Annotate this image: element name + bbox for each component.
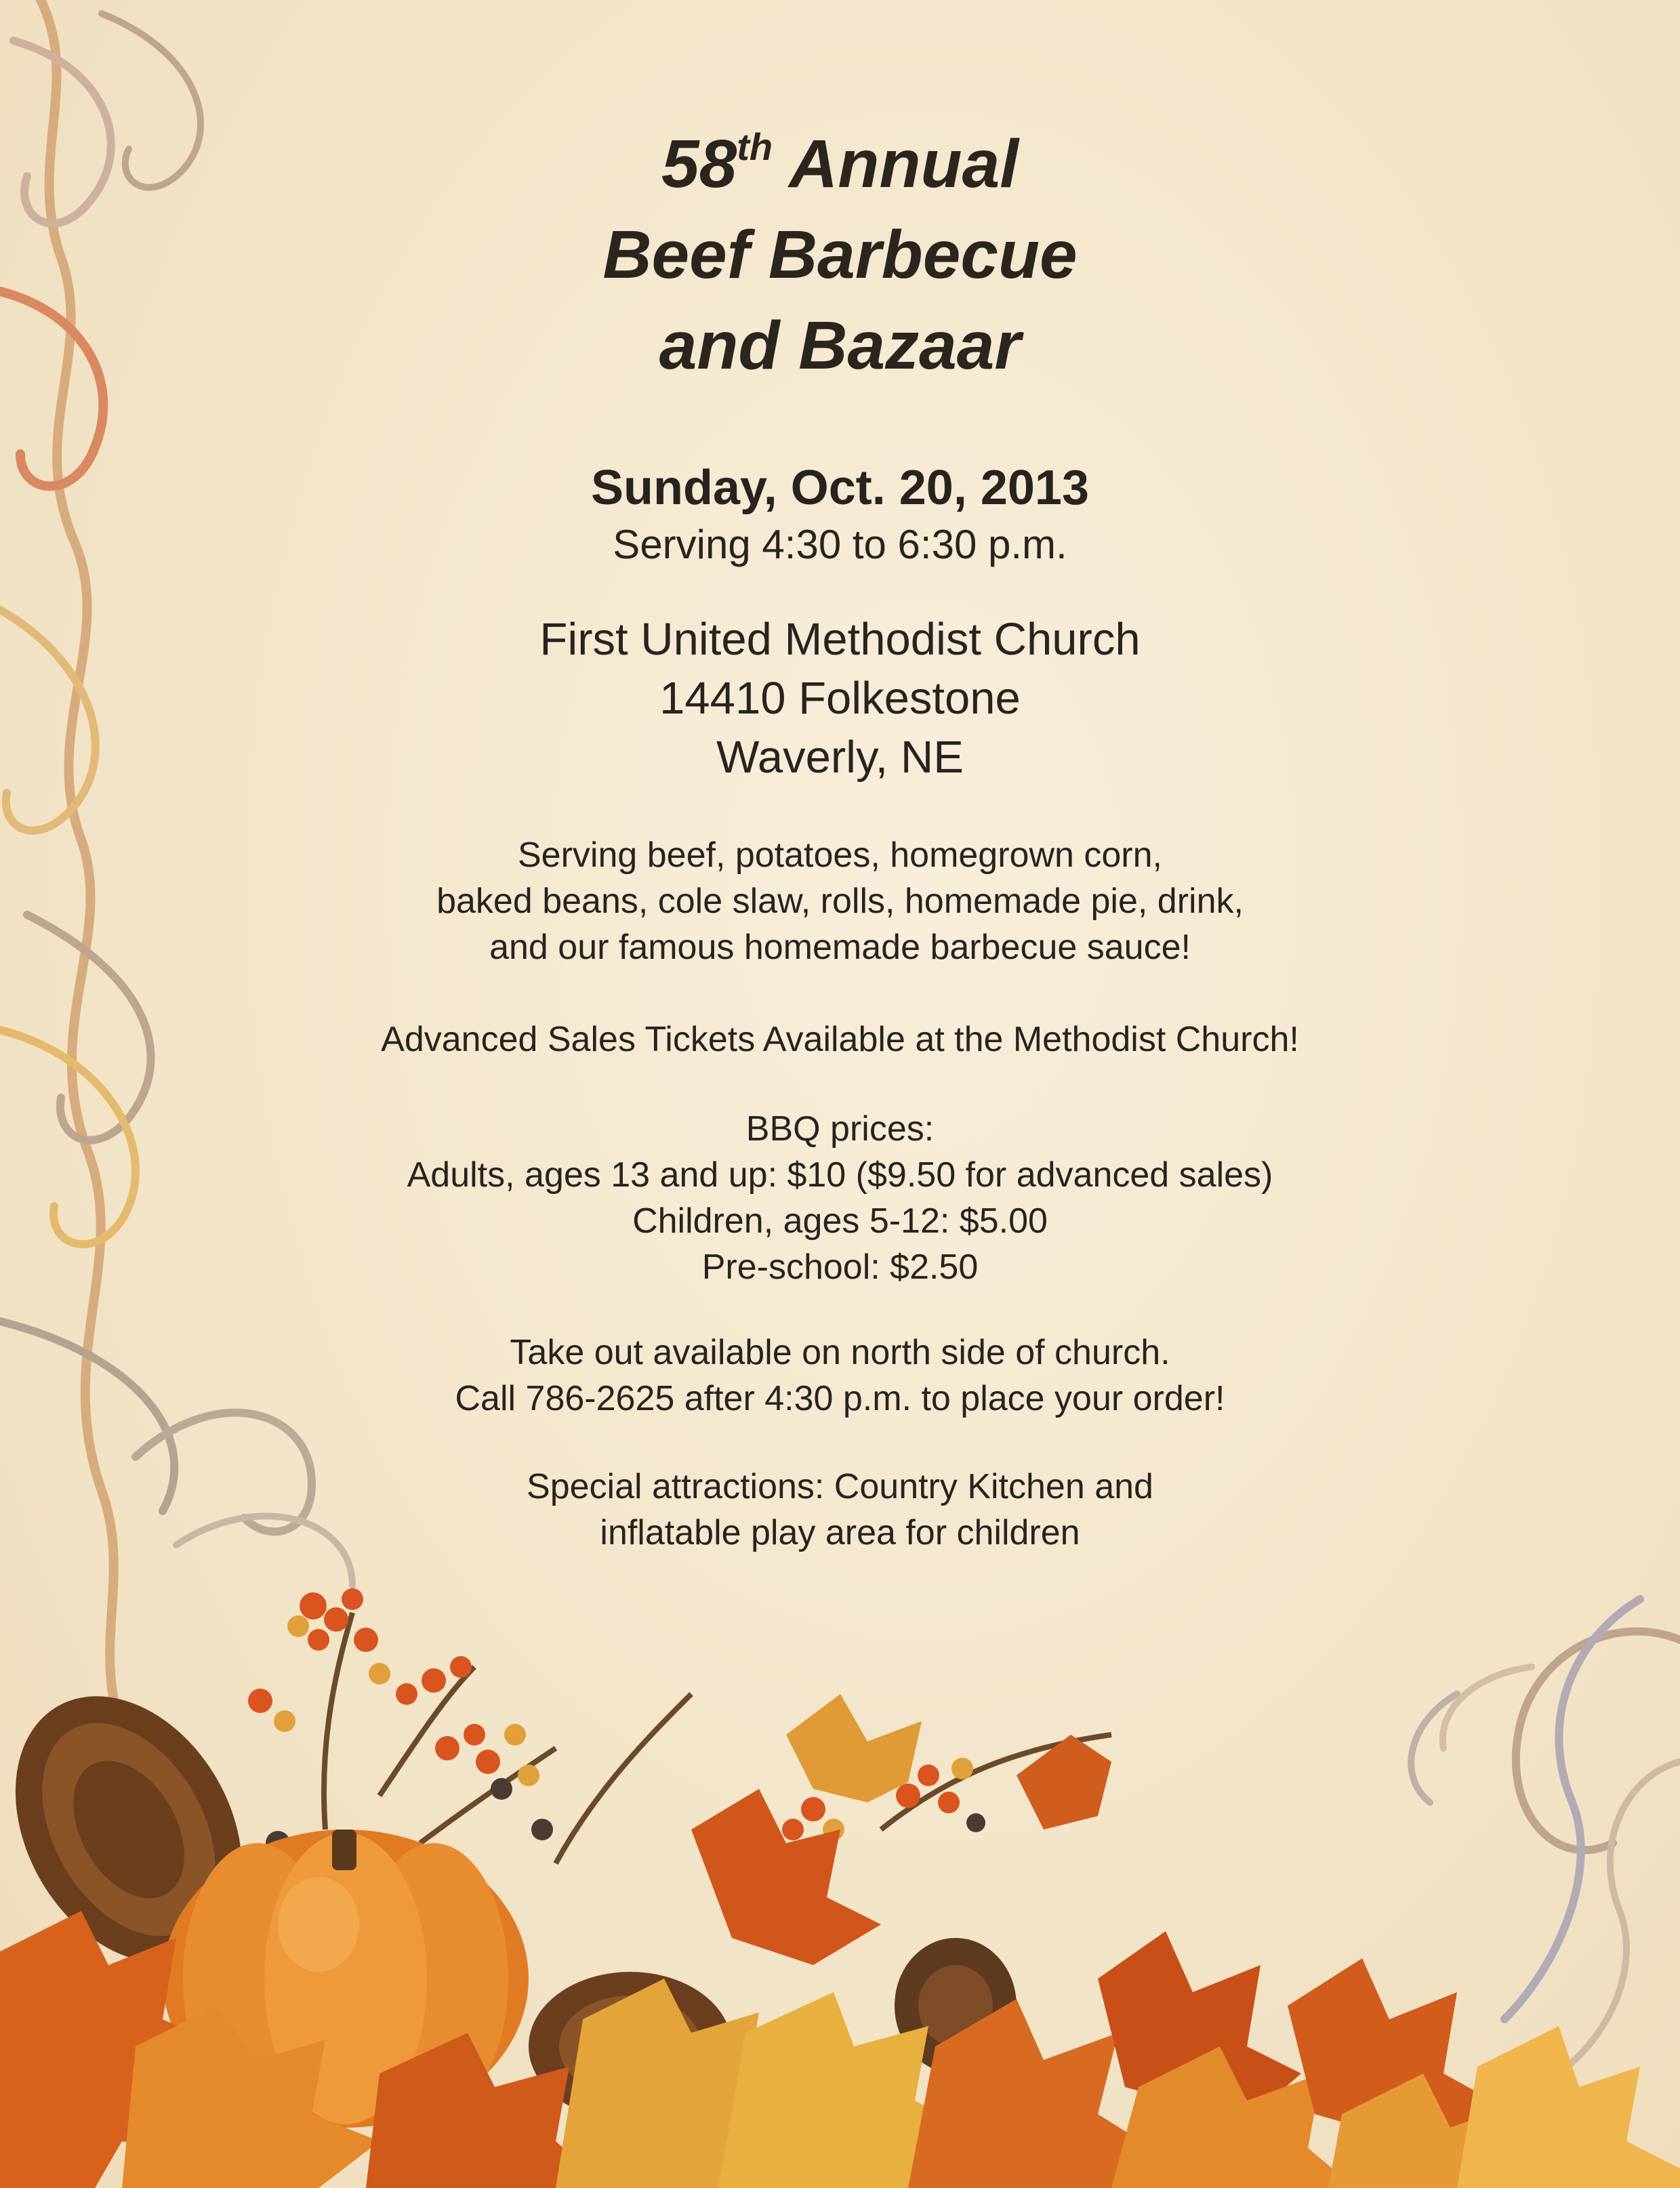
title-line-1 [0,119,1680,209]
city-state: Waverly, NE [716,732,964,783]
special-attractions [0,1464,1680,1556]
event-title [0,119,1680,391]
menu-line: Serving beef, potatoes, homegrown corn, [517,835,1162,875]
title-ordinal-suffix: th [737,125,773,168]
serving-time: Serving 4:30 to 6:30 p.m. [613,522,1067,567]
event-location [0,610,1680,787]
advance-sales-notice [0,1016,1680,1062]
price-adults: Adults, ages 13 and up: $10 ($9.50 for advanced sales) [407,1155,1273,1195]
attractions-line: Special attractions: Country Kitchen and [527,1467,1153,1506]
title-line-3: and Bazaar [659,308,1021,384]
price-children: Children, ages 5-12: $5.00 [632,1201,1048,1241]
event-date-block [0,455,1680,569]
prices-heading: BBQ prices: [745,1109,935,1149]
menu-line: and our famous homemade barbecue sauce! [489,928,1191,967]
takeout-info [0,1329,1680,1422]
attractions-line: inflatable play area for children [600,1513,1080,1552]
title-word: Annual [789,126,1019,202]
title-number: 58 [661,126,737,202]
advance-sales-text: Advanced Sales Tickets Available at the Methodist Church! [381,1020,1299,1059]
autumn-leaves-pumpkin-icon [0,1588,1680,2188]
venue-name: First United Methodist Church [539,614,1141,665]
takeout-line: Take out available on north side of church. [510,1333,1170,1372]
takeout-phone-line: Call 786-2625 after 4:30 p.m. to place your order! [455,1379,1225,1418]
menu-description [0,832,1680,970]
menu-line: baked beans, cole slaw, rolls, homemade pie, drink, [436,882,1244,921]
price-preschool: Pre-school: $2.50 [701,1247,979,1287]
title-line-2: Beef Barbecue [602,217,1078,293]
street-address: 14410 Folkestone [659,673,1021,724]
bbq-prices [0,1106,1680,1290]
event-date: Sunday, Oct. 20, 2013 [590,461,1089,515]
